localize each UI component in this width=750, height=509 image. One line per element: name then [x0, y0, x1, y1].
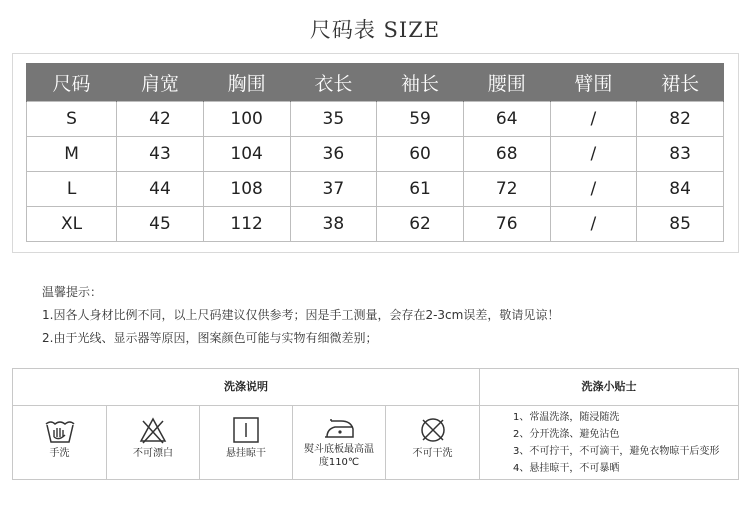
wash-symbol-hand-wash	[13, 405, 106, 479]
table-cell: S	[27, 102, 117, 137]
table-cell: 36	[290, 137, 377, 172]
table-cell: 100	[203, 102, 290, 137]
list-item: 2、分开洗涤、避免沾色	[513, 429, 620, 440]
header-bust: 胸围	[203, 63, 290, 102]
table-cell: M	[27, 137, 117, 172]
hand-wash-icon	[43, 415, 77, 445]
table-cell: 72	[463, 172, 550, 207]
header-waist: 腰围	[463, 63, 550, 102]
wash-symbol-label: 悬挂晾干	[226, 448, 266, 459]
table-cell: 35	[290, 102, 377, 137]
table-row	[27, 172, 724, 207]
washing-instructions-title: 洗涤说明	[224, 380, 268, 393]
table-cell: L	[27, 172, 117, 207]
header-shoulder: 肩宽	[117, 63, 204, 102]
washing-section	[12, 368, 739, 480]
table-cell: 112	[203, 207, 290, 242]
table-cell: 84	[637, 172, 724, 207]
table-cell: 42	[117, 102, 204, 137]
size-table-header-row	[27, 63, 724, 102]
wash-symbol-no-bleach	[107, 405, 199, 479]
wash-symbol-iron	[293, 405, 385, 479]
table-cell: /	[550, 102, 637, 137]
table-row	[27, 137, 724, 172]
table-cell: 37	[290, 172, 377, 207]
wash-symbol-label: 手洗	[49, 448, 70, 459]
notes-section	[42, 284, 559, 353]
table-cell: 104	[203, 137, 290, 172]
table-cell: 83	[637, 137, 724, 172]
table-cell: 76	[463, 207, 550, 242]
note-item: 1.因各人身材比例不同，以上尺码建议仅供参考；因是手工测量，会存在2-3cm误差，敬请见谅！	[42, 308, 560, 322]
iron-icon	[321, 415, 357, 441]
header-sleeve: 袖长	[377, 63, 464, 102]
note-item: 2.由于光线、显示器等原因，图案颜色可能与实物有细微差别；	[42, 331, 378, 345]
list-item: 4、悬挂晾干，不可暴晒	[513, 463, 620, 474]
header-skirt-length: 裙长	[637, 63, 724, 102]
table-row	[27, 102, 724, 137]
header-length: 衣长	[290, 63, 377, 102]
table-cell: 68	[463, 137, 550, 172]
table-cell: /	[550, 207, 637, 242]
table-cell: 85	[637, 207, 724, 242]
table-cell: 44	[117, 172, 204, 207]
no-bleach-icon	[138, 415, 168, 445]
table-cell: 60	[377, 137, 464, 172]
header-size: 尺码	[27, 63, 117, 102]
washing-tips-title: 洗涤小贴士	[581, 380, 637, 393]
table-cell: XL	[27, 207, 117, 242]
list-item: 1、常温洗涤，随浸随洗	[513, 412, 620, 423]
wash-symbol-label: 不可漂白	[133, 448, 173, 459]
wash-symbol-label: 熨斗底板最高温度110℃	[304, 444, 374, 468]
table-cell: 62	[377, 207, 464, 242]
notes-heading: 温馨提示：	[42, 285, 103, 299]
header-arm: 臂围	[550, 63, 637, 102]
no-dry-clean-icon	[418, 415, 448, 445]
table-row	[27, 207, 724, 242]
table-cell: 61	[377, 172, 464, 207]
table-cell: 38	[290, 207, 377, 242]
washing-tips-list	[513, 409, 719, 477]
size-table	[26, 63, 724, 242]
table-cell: 64	[463, 102, 550, 137]
table-cell: 108	[203, 172, 290, 207]
wash-symbol-label: 不可干洗	[412, 448, 453, 459]
table-cell: /	[550, 137, 637, 172]
table-cell: 82	[637, 102, 724, 137]
table-cell: 45	[117, 207, 204, 242]
divider	[479, 369, 480, 479]
list-item: 3、不可拧干，不可滴干，避免衣物晾干后变形	[513, 446, 720, 457]
table-cell: /	[550, 172, 637, 207]
wash-symbol-hang-dry	[200, 405, 292, 479]
page-title: 尺码表 SIZE	[309, 18, 441, 42]
hang-dry-icon	[231, 415, 261, 445]
table-cell: 59	[377, 102, 464, 137]
table-cell: 43	[117, 137, 204, 172]
wash-symbol-no-dry-clean	[386, 405, 479, 479]
